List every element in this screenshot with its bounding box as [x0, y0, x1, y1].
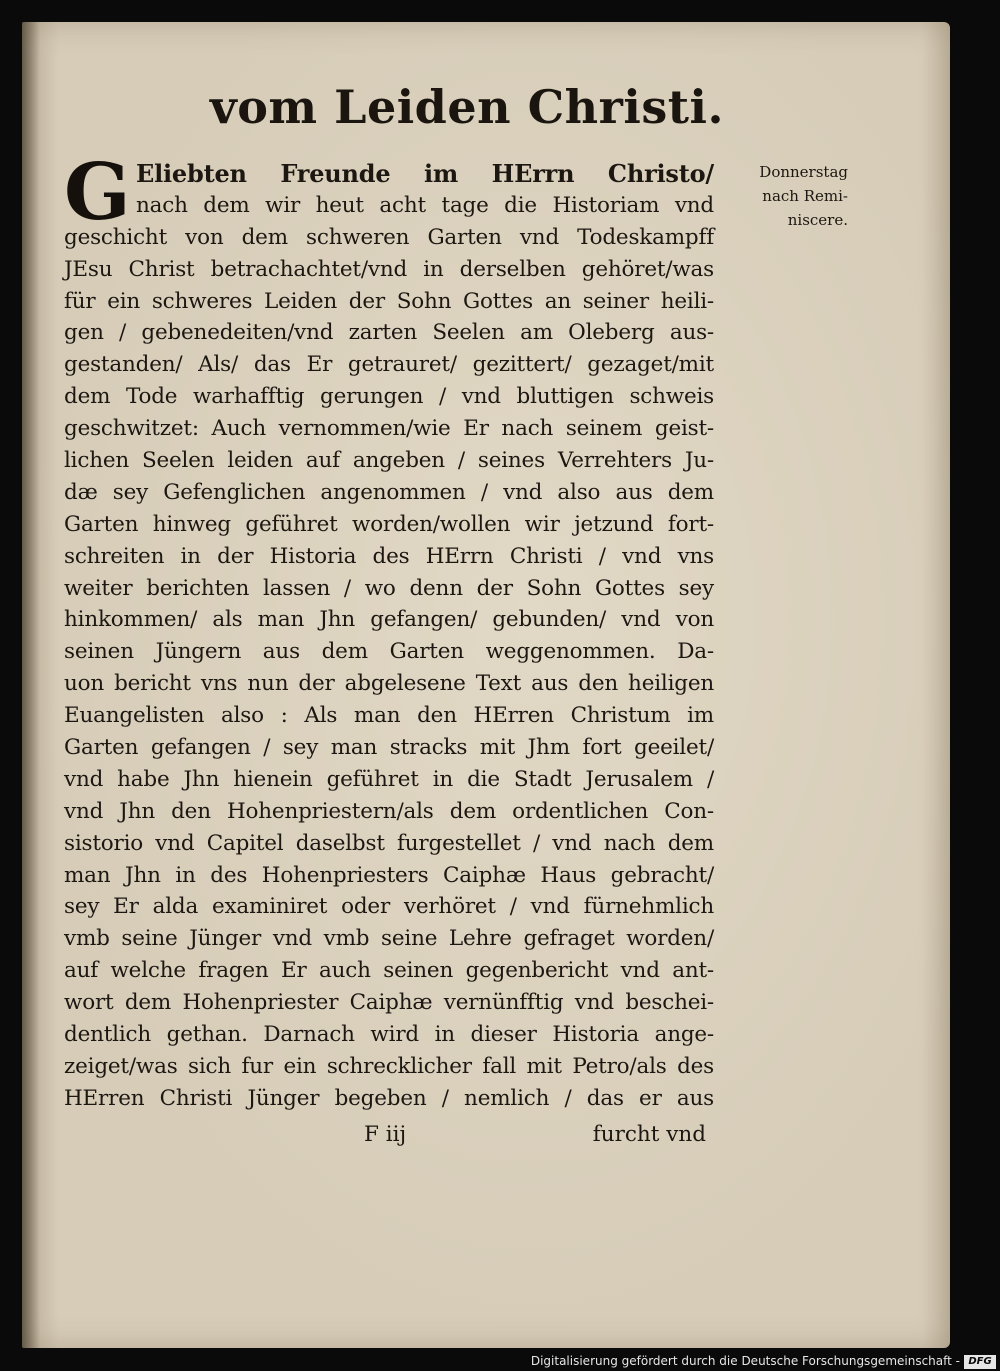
text-line: dæ sey Gefenglichen angenommen / vnd also aus dem: [64, 479, 714, 505]
text-line: uon bericht vns nun der abgelesene Text aus den heiligen: [64, 671, 714, 697]
text-line: schreiten in der Historia des HErrn Christi / vnd vns: [64, 543, 714, 569]
text-line: HErren Christi Jünger begeben / nemlich / das er aus: [64, 1085, 714, 1111]
footer-bar: [0, 1351, 1000, 1371]
text-line: sey Er alda examiniret oder verhöret / vnd fürnehmlich: [64, 894, 714, 920]
text-line: Garten hinweg geführet worden/wollen wir jetzund fort-: [64, 511, 714, 537]
text-line: man Jhn in des Hohenpriesters Caiphæ Haus gebracht/: [64, 862, 714, 888]
gutter-shadow: [22, 22, 40, 1348]
text-line: Garten gefangen / sey man stracks mit Jhm fort geeilet/: [64, 735, 714, 761]
drop-capital: G: [64, 147, 131, 238]
text-line: wort dem Hohenpriester Caiphæ vernünfftig vnd beschei-: [64, 990, 714, 1016]
signature-mark: F iij: [364, 1122, 407, 1147]
marginal-note-line: Donnerstag: [759, 163, 848, 181]
body-text: [64, 158, 714, 1115]
text-line: vmb seine Jünger vnd vmb seine Lehre gefraget worden/: [64, 926, 714, 952]
text-line: hinkommen/ als man Jhn gefangen/ gebunden/ vnd von: [64, 607, 714, 633]
text-line: Euangelisten also : Als man den HErren Christum im: [64, 703, 714, 729]
marginal-note-line: nach Remi-: [762, 187, 848, 205]
text-line: geschwitzet: Auch vernommen/wie Er nach seinem geist-: [64, 416, 714, 442]
text-line: weiter berichten lassen / wo denn der Sohn Gottes sey: [64, 575, 714, 601]
marginal-note-line: niscere.: [787, 211, 848, 229]
text-line: JEsu Christ betrachachtet/vnd in derselben gehöret/was: [64, 256, 714, 282]
funding-notice: Digitalisierung gefördert durch die Deutsche Forschungsgemeinschaft -: [530, 1354, 960, 1368]
text-line: gestanden/ Als/ das Er getrauret/ gezittert/ gezaget/mit: [64, 352, 714, 378]
text-line: zeiget/was sich fur ein schrecklicher fall mit Petro/als des: [64, 1053, 714, 1079]
text-line: vnd habe Jhn hienein geführet in die Stadt Jerusalem /: [64, 766, 714, 792]
page-foot-row: [64, 1122, 714, 1156]
text-line: geschicht von dem schweren Garten vnd Todeskampff: [64, 224, 714, 250]
text-line: nach dem wir heut acht tage die Historiam vnd: [136, 192, 714, 218]
catchword: furcht vnd: [592, 1122, 706, 1147]
text-line: vnd Jhn den Hohenpriestern/als dem ordentlichen Con-: [64, 798, 714, 824]
text-line: dentlich gethan. Darnach wird in dieser Historia ange-: [64, 1022, 714, 1048]
dfg-logo-icon: DFG: [964, 1355, 996, 1369]
text-line: sistorio vnd Capitel daselbst furgestellet / vnd nach dem: [64, 830, 714, 856]
text-line: auf welche fragen Er auch seinen gegenbericht vnd ant-: [64, 958, 714, 984]
text-line: seinen Jüngern aus dem Garten weggenommen. Da-: [64, 639, 714, 665]
marginal-note: [718, 160, 848, 232]
text-line: dem Tode warhafftig gerungen / vnd bluttigen schweis: [64, 384, 714, 410]
text-line: Eliebten Freunde im HErrn Christo/: [136, 159, 714, 188]
text-line: für ein schweres Leiden der Sohn Gottes an seiner heili-: [64, 288, 714, 314]
text-line: gen / gebenedeiten/vnd zarten Seelen am Oleberg aus-: [64, 320, 714, 346]
text-line: lichen Seelen leiden auf angeben / seines Verrehters Ju-: [64, 448, 714, 474]
running-header: vom Leiden Christi.: [210, 80, 724, 134]
